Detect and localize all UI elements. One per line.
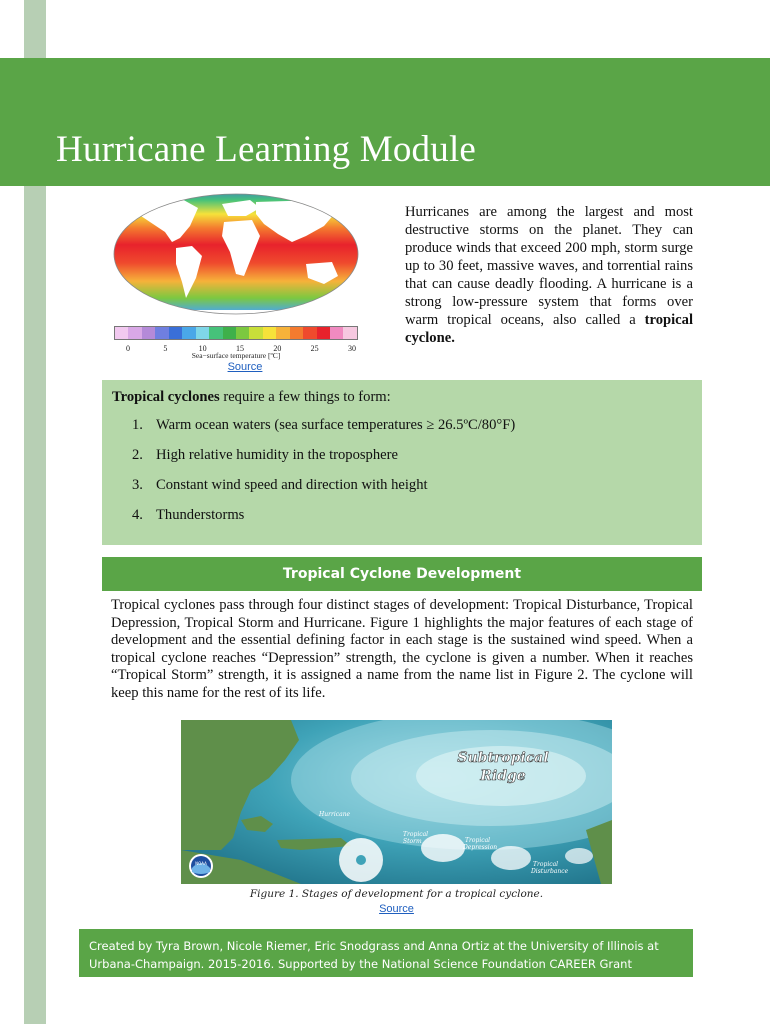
list-item-text: Constant wind speed and direction with height [156, 477, 428, 493]
scale-tick-label: 5 [163, 344, 168, 353]
color-scale-swatch [236, 327, 249, 339]
ridge-label-line2: Ridge [480, 768, 526, 784]
color-scale-swatch [196, 327, 209, 339]
list-item-number: 4. [132, 507, 143, 523]
tropical-cyclone-stages-map [181, 720, 612, 884]
color-scale-swatch [128, 327, 141, 339]
intro-bold-term: tropical cyclone. [405, 312, 693, 346]
color-scale-swatch [276, 327, 289, 339]
figure-1-caption: Figure 1. Stages of development for a tropical cyclone. [249, 888, 544, 900]
figure-1-image [181, 720, 612, 884]
scale-tick-label: 15 [236, 344, 244, 353]
color-scale-swatch [249, 327, 262, 339]
temperature-scale-label: Sea−surface temperature [ºC] [191, 351, 281, 360]
requirements-bold-term: Tropical cyclones [112, 389, 220, 405]
list-item-number: 1. [132, 417, 143, 433]
color-scale-swatch [142, 327, 155, 339]
scale-tick-label: 10 [198, 344, 207, 353]
page-title: Hurricane Learning Module [56, 129, 477, 170]
label-storm-2: Storm [403, 838, 422, 845]
label-hurricane: Hurricane [319, 811, 351, 818]
color-scale-swatch [290, 327, 303, 339]
credits-footer: Created by Tyra Brown, Nicole Riemer, Eric Snodgrass and Anna Ortiz at the University of Illinois at Urbana-Champaign. 2015-2016. Supported by the National Science Foundation CAREER Grant #1254428. [79, 929, 693, 977]
label-depression-2: Depression [463, 844, 498, 851]
color-scale-swatch [169, 327, 182, 339]
ridge-label-line1: Subtropical [457, 750, 549, 766]
color-scale-swatch [223, 327, 236, 339]
color-scale-swatch [115, 327, 128, 339]
scale-tick-label: 0 [126, 344, 130, 353]
label-disturbance-2: Disturbance [531, 868, 569, 875]
color-scale-swatch [317, 327, 330, 339]
requirements-intro-text: require a few things to form: [219, 389, 391, 405]
color-scale-swatch [330, 327, 343, 339]
requirements-intro [112, 388, 692, 406]
scale-tick-label: 20 [273, 344, 282, 353]
figure-1-source-link[interactable]: Source [379, 903, 414, 915]
sst-map-figure [110, 186, 362, 376]
list-item [112, 506, 692, 536]
development-paragraph: Tropical cyclones pass through four distinct stages of development: Tropical Disturbance, Tropical Depression, Tropical Storm and Hurricane. Figure 1 highlights the major features of each stage of development and the essential defining factor in each stage is the sustained wind speed. When a tropical cyclone reaches “Depression” strength, the cyclone is given a number. When it reaches “Tropical Storm” strength, it is assigned a name from the name list in Figure 2. The cyclone will keep this name for the rest of its life. [111, 597, 693, 701]
label-storm-1: Tropical [403, 831, 429, 838]
list-item-number: 3. [132, 477, 143, 493]
list-item-text: Warm ocean waters (sea surface temperatures ≥ 26.5ºC/80°F) [156, 417, 516, 433]
color-scale-swatch [303, 327, 316, 339]
list-item [112, 416, 692, 446]
color-scale-swatch [155, 327, 168, 339]
intro-paragraph [405, 203, 693, 347]
label-disturbance-1: Tropical [533, 861, 559, 868]
map-source-link[interactable]: Source [227, 361, 263, 373]
noaa-logo-text: NOAA [195, 861, 207, 866]
temperature-color-scale [114, 326, 358, 340]
noaa-logo-icon [189, 854, 213, 878]
color-scale-swatch [209, 327, 222, 339]
requirements-list [112, 416, 692, 536]
scale-tick-label: 30 [348, 344, 356, 353]
list-item [112, 476, 692, 506]
list-item-number: 2. [132, 447, 143, 463]
color-scale-swatch [263, 327, 276, 339]
color-scale-swatch [182, 327, 195, 339]
section-heading-development: Tropical Cyclone Development [102, 557, 702, 591]
list-item-text: High relative humidity in the troposphere [156, 447, 398, 463]
scale-tick-label: 25 [310, 344, 319, 353]
label-depression-1: Tropical [465, 837, 491, 844]
list-item [112, 446, 692, 476]
intro-text: Hurricanes are among the largest and most destructive storms on the planet. They can produce winds that exceed 200 mph, storm surge up to 30 feet, massive waves, and torrential rains that can cause deadly flooding. A hurricane is a strong low-pressure system that forms over warm tropical oceans, also called a [405, 204, 693, 328]
color-scale-swatch [343, 327, 356, 339]
requirements-box [102, 380, 702, 545]
sst-world-map [110, 186, 362, 326]
list-item-text: Thunderstorms [156, 507, 245, 523]
